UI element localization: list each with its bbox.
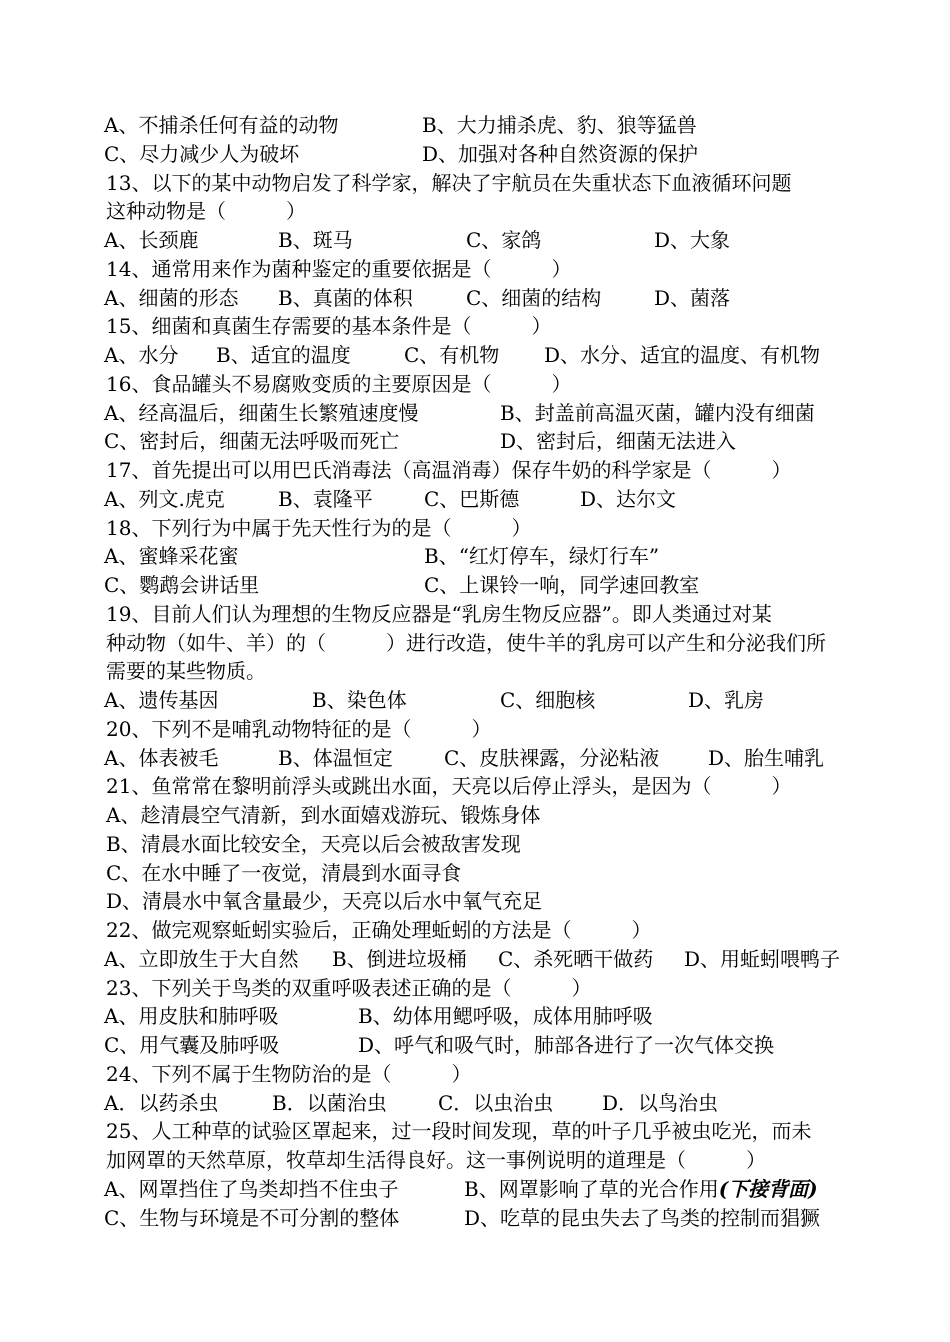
question-line: 13、以下的某中动物启发了科学家，解决了宇航员在失重状态下血液循环问题	[106, 170, 792, 195]
option-text: B、倒进垃圾桶	[332, 946, 467, 971]
option-text: D、密封后，细菌无法进入	[500, 429, 737, 454]
option-text: C、尽力减少人为破坏	[104, 141, 300, 166]
option-text: C．以虫治虫	[438, 1090, 554, 1115]
question-line: 需要的某些物质。	[106, 659, 266, 684]
options-line	[104, 542, 864, 571]
option-text: B、幼体用鳃呼吸，成体用肺呼吸	[358, 1004, 653, 1029]
question-line: 种动物（如牛、羊）的（ ）进行改造，使牛羊的乳房可以产生和分泌我们所	[106, 630, 826, 655]
question-line: 18、下列行为中属于先天性行为的是（ ）	[106, 515, 532, 540]
option-text: C、鹦鹉会讲话里	[104, 573, 260, 597]
question-line: B、清晨水面比较安全，天亮以后会被敌害发现	[106, 831, 521, 856]
option-text: B、真菌的体积	[278, 285, 413, 310]
option-text: A、网罩挡住了鸟类却挡不住虫子	[104, 1176, 399, 1201]
question-line: 16、食品罐头不易腐败变质的主要原因是（ ）	[106, 371, 572, 396]
option-text: C、细菌的结构	[466, 285, 602, 310]
question-line: 25、人工种草的试验区罩起来，过一段时间发现，草的叶子几乎被虫吃光，而未	[106, 1119, 812, 1144]
option-text: C、杀死晒干做药	[498, 946, 654, 971]
option-text: D．以鸟治虫	[602, 1090, 719, 1115]
option-text: D、乳房	[688, 688, 765, 712]
option-text: A、立即放生于大自然	[104, 946, 299, 971]
options-line	[104, 571, 864, 600]
option-text: D、呼气和吸气时，肺部各进行了一次气体交换	[358, 1033, 775, 1057]
option-text: B、染色体	[312, 688, 407, 712]
option-text: B、“红灯停车，绿灯行车”	[424, 544, 660, 569]
options-line	[104, 1175, 864, 1204]
question-line: 21、鱼常常在黎明前浮头或跳出水面，天亮以后停止浮头，是因为（ ）	[106, 774, 792, 799]
question-line: 14、通常用来作为菌种鉴定的重要依据是（ ）	[106, 256, 572, 281]
options-line	[104, 140, 864, 169]
option-text: B、斑马	[278, 228, 353, 252]
option-text: B、网罩影响了草的光合作用	[464, 1176, 719, 1201]
option-text: C、密封后，细菌无法呼吸而死亡	[104, 429, 400, 454]
option-text: C、细胞核	[500, 688, 596, 712]
option-text: A、不捕杀任何有益的动物	[104, 113, 339, 137]
option-text: B、大力捕杀虎、豹、狼等猛兽	[422, 113, 697, 137]
option-text: A、用皮肤和肺呼吸	[104, 1004, 279, 1029]
options-line	[104, 341, 864, 370]
option-text: A、水分	[104, 343, 179, 367]
option-text: C、生物与环境是不可分割的整体	[104, 1205, 400, 1230]
option-text: D、水分、适宜的温度、有机物	[544, 343, 821, 367]
option-text: D、大象	[654, 228, 731, 252]
option-text: B、体温恒定	[278, 745, 393, 770]
option-text: A、蜜蜂采花蜜	[104, 544, 239, 569]
question-line: 20、下列不是哺乳动物特征的是（ ）	[106, 716, 492, 741]
question-line: C、在水中睡了一夜觉，清晨到水面寻食	[106, 860, 462, 885]
options-line	[104, 1031, 864, 1060]
option-text: A．以药杀虫	[104, 1090, 219, 1115]
options-line	[104, 686, 864, 715]
options-line	[104, 945, 864, 974]
continued-on-back-note: (下接背面)	[718, 1176, 818, 1201]
options-line	[104, 744, 864, 773]
option-text: B、适宜的温度	[216, 343, 351, 367]
question-line: A、趁清晨空气清新，到水面嬉戏游玩、锻炼身体	[106, 803, 541, 827]
options-line	[104, 427, 864, 456]
options-line	[104, 399, 864, 428]
exam-page	[104, 111, 864, 1232]
option-text: D、菌落	[654, 285, 731, 310]
options-line	[104, 1089, 864, 1118]
question-line: 加网罩的天然草原，牧草却生活得良好。这一事例说明的道理是（ ）	[106, 1148, 766, 1172]
option-text: C、皮肤裸露，分泌粘液	[444, 745, 660, 770]
question-line: 24、下列不属于生物防治的是（ ）	[106, 1061, 472, 1086]
question-line: 22、做完观察蚯蚓实验后，正确处理蚯蚓的方法是（ ）	[106, 918, 652, 942]
option-text: A、遗传基因	[104, 688, 219, 712]
option-text: D、达尔文	[580, 486, 677, 511]
option-text: D、用蚯蚓喂鸭子	[684, 946, 841, 971]
question-line: 这种动物是（ ）	[106, 199, 306, 224]
option-text: C、巴斯德	[424, 486, 520, 511]
option-text: D、胎生哺乳	[708, 745, 825, 770]
option-text: B、袁隆平	[278, 486, 373, 511]
option-text: A、长颈鹿	[104, 228, 199, 252]
question-line: 19、目前人们认为理想的生物反应器是“乳房生物反应器”。即人类通过对某	[106, 601, 772, 626]
question-line: 23、下列关于鸟类的双重呼吸表述正确的是（ ）	[106, 975, 592, 1000]
option-text: B、封盖前高温灭菌，罐内没有细菌	[500, 400, 815, 425]
question-line: 15、细菌和真菌生存需要的基本条件是（ ）	[106, 314, 552, 339]
options-line	[104, 111, 864, 140]
option-text: D、吃草的昆虫失去了鸟类的控制而猖獗	[464, 1205, 821, 1230]
option-text: C、上课铃一响，同学速回教室	[424, 573, 700, 597]
option-text: C、有机物	[404, 343, 500, 367]
option-text: C、家鸽	[466, 228, 542, 252]
option-text: A、经高温后，细菌生长繁殖速度慢	[104, 400, 419, 425]
option-text: C、用气囊及肺呼吸	[104, 1033, 280, 1057]
question-line: 17、首先提出可以用巴氏消毒法（高温消毒）保存牛奶的科学家是（ ）	[106, 458, 792, 482]
options-line	[104, 1002, 864, 1031]
options-line	[104, 1204, 864, 1233]
options-line	[104, 284, 864, 313]
option-text: A、细菌的形态	[104, 285, 239, 310]
option-text: A、列文.虎克	[104, 486, 225, 511]
options-line	[104, 485, 864, 514]
question-line: D、清晨水中氧含量最少，天亮以后水中氧气充足	[106, 889, 543, 914]
option-text: D、加强对各种自然资源的保护	[422, 141, 699, 166]
option-text: A、体表被毛	[104, 745, 219, 770]
option-text: B．以菌治虫	[272, 1090, 387, 1115]
options-line	[104, 226, 864, 255]
